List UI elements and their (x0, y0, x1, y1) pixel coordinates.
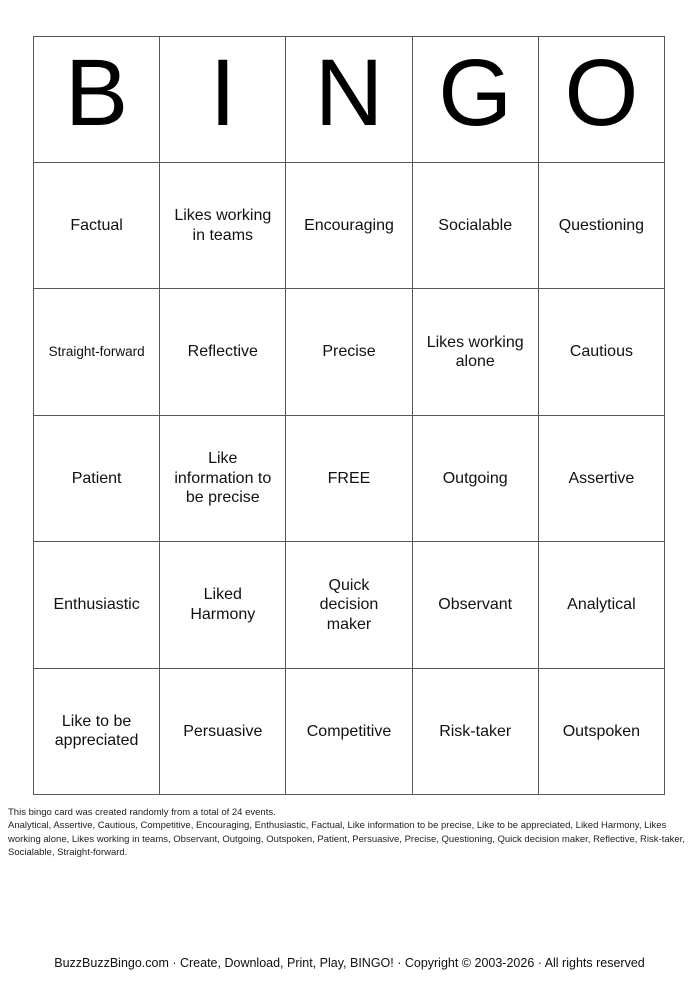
cell-label: Likes working in teams (174, 207, 272, 244)
bingo-cell-r2c4 (413, 289, 539, 415)
cell-label: Encouraging (304, 216, 394, 234)
bingo-header-letter-n (286, 37, 412, 163)
cell-label: Likes working alone (426, 333, 524, 371)
bingo-cell-r1c2 (160, 163, 286, 289)
card-info-notes (8, 806, 694, 860)
bingo-cell-r1c3 (286, 163, 412, 289)
header-letter-label: G (438, 40, 513, 146)
cell-label: Competitive (306, 722, 392, 740)
free-space-label: FREE (327, 469, 371, 487)
cell-label: Risk-taker (439, 722, 512, 740)
bingo-cell-r3c4 (413, 416, 539, 542)
header-letter-label: O (564, 40, 639, 146)
card-creation-note: This bingo card was created randomly from a total of 24 events. (8, 807, 276, 818)
bingo-cell-r5c4 (413, 669, 539, 795)
cell-label: Factual (70, 216, 123, 234)
cell-label: Questioning (558, 216, 645, 234)
bingo-cell-r5c5 (539, 669, 665, 795)
cell-label: Outspoken (562, 722, 641, 740)
bingo-cell-r5c2 (160, 669, 286, 795)
cell-label: Analytical (567, 596, 636, 614)
bingo-cell-r3c5 (539, 416, 665, 542)
bingo-cell-r2c1 (34, 289, 160, 415)
header-letter-label: I (209, 40, 236, 146)
cell-label: Persuasive (183, 722, 263, 740)
cell-label: Reflective (187, 343, 258, 361)
bingo-cell-r4c1 (34, 542, 160, 668)
cell-label: Observant (438, 596, 513, 614)
bingo-cell-free-space (286, 416, 412, 542)
site-credits: BuzzBuzzBingo.com · Create, Download, Print, Play, BINGO! · Copyright © 2003-2026 · All rights reserved (54, 956, 645, 970)
bingo-cell-r2c5 (539, 289, 665, 415)
cell-label: Cautious (569, 343, 633, 361)
cell-label: Outgoing (442, 469, 508, 487)
bingo-cell-r3c2 (160, 416, 286, 542)
bingo-header-letter-i (160, 37, 286, 163)
bingo-card-grid (33, 36, 665, 795)
bingo-cell-r4c3 (286, 542, 412, 668)
header-letter-label: N (314, 40, 384, 146)
bingo-cell-r1c1 (34, 163, 160, 289)
cell-label: Enthusiastic (53, 596, 140, 614)
events-list: Analytical, Assertive, Cautious, Competitive, Encouraging, Enthusiastic, Factual, Like information to be precise, Like to be appreciated, Liked Harmony, Likes working alone, Likes working in teams, Observant, Outgoing, Outspoken, Patient, Persuasive, Precise, Questioning, Quick decision maker, Reflective, Risk-taker, Socialable, Straight-forward. (8, 820, 685, 859)
bingo-cell-r2c3 (286, 289, 412, 415)
cell-label: Like information to be precise (174, 450, 272, 507)
bingo-header-letter-g (413, 37, 539, 163)
bingo-cell-r4c5 (539, 542, 665, 668)
bingo-header-letter-o (539, 37, 665, 163)
bingo-cell-r5c3 (286, 669, 412, 795)
cell-label: Straight-forward (48, 343, 145, 359)
cell-label: Assertive (568, 469, 635, 487)
cell-label: Like to be appreciated (54, 712, 139, 750)
cell-label: Patient (71, 469, 122, 487)
bingo-header-letter-b (34, 37, 160, 163)
bingo-cell-r3c1 (34, 416, 160, 542)
cell-label: Quick decision maker (319, 576, 379, 633)
bingo-cell-r4c2 (160, 542, 286, 668)
header-letter-label: B (64, 40, 129, 146)
bingo-cell-r5c1 (34, 669, 160, 795)
cell-label: Precise (322, 343, 376, 361)
cell-label: Liked Harmony (190, 586, 256, 623)
bingo-cell-r1c5 (539, 163, 665, 289)
cell-label: Socialable (438, 216, 513, 234)
bingo-cell-r4c4 (413, 542, 539, 668)
bingo-cell-r1c4 (413, 163, 539, 289)
bingo-cell-r2c2 (160, 289, 286, 415)
